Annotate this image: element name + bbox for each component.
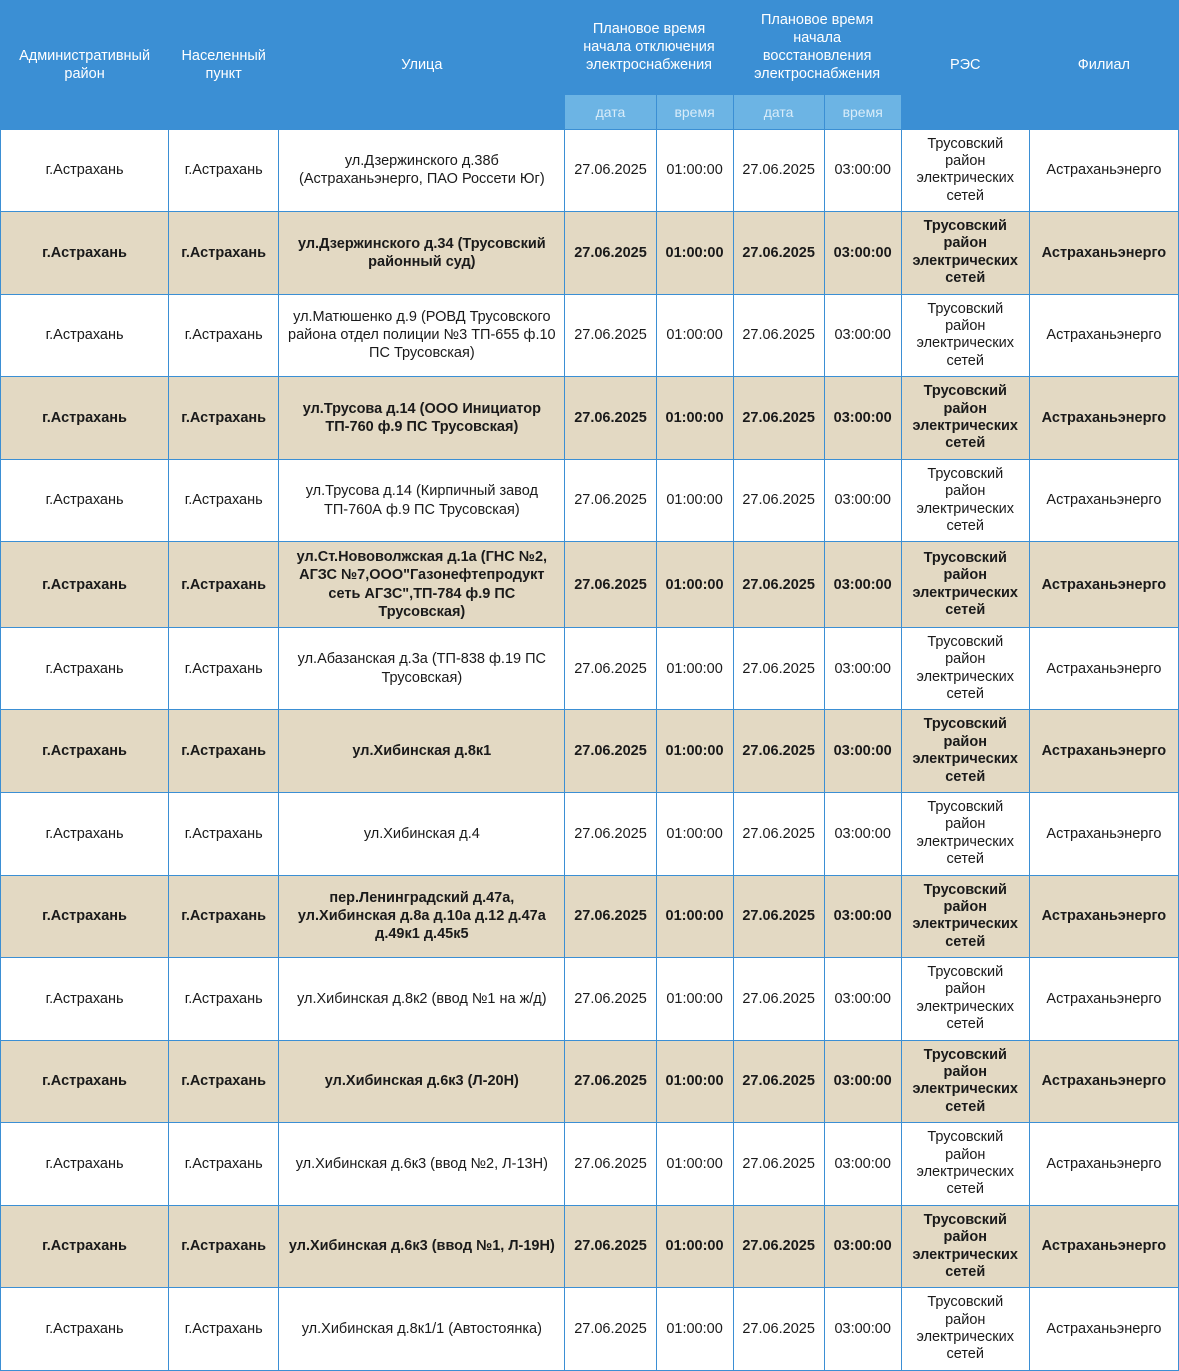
cell-district: г.Астрахань [1,212,169,295]
cell-outage-date: 27.06.2025 [565,1288,656,1371]
cell-street: ул.Хибинская д.8к1/1 (Автостоянка) [279,1288,565,1371]
cell-district: г.Астрахань [1,710,169,793]
cell-res: Трусовский район электрических сетей [901,875,1029,958]
cell-street: ул.Дзержинского д.34 (Трусовский районный суд) [279,212,565,295]
cell-outage-time: 01:00:00 [656,212,733,295]
cell-branch: Астраханьэнерго [1029,212,1178,295]
cell-res: Трусовский район электрических сетей [901,1205,1029,1288]
cell-restore-time: 03:00:00 [824,627,901,710]
cell-outage-date: 27.06.2025 [565,212,656,295]
cell-restore-date: 27.06.2025 [733,212,824,295]
table-row [1,1040,1179,1123]
cell-branch: Астраханьэнерго [1029,1205,1178,1288]
cell-outage-time: 01:00:00 [656,377,733,460]
cell-outage-date: 27.06.2025 [565,627,656,710]
column-header-restore-start: Плановое время начала восстановления электроснабжения [733,1,901,95]
cell-locality: г.Астрахань [169,710,279,793]
cell-locality: г.Астрахань [169,542,279,628]
cell-restore-date: 27.06.2025 [733,1205,824,1288]
cell-outage-date: 27.06.2025 [565,1040,656,1123]
cell-branch: Астраханьэнерго [1029,627,1178,710]
cell-outage-time: 01:00:00 [656,792,733,875]
cell-locality: г.Астрахань [169,294,279,377]
header-row-main [1,1,1179,95]
cell-locality: г.Астрахань [169,958,279,1041]
cell-res: Трусовский район электрических сетей [901,627,1029,710]
cell-restore-date: 27.06.2025 [733,792,824,875]
cell-outage-time: 01:00:00 [656,1123,733,1206]
cell-district: г.Астрахань [1,1040,169,1123]
cell-outage-date: 27.06.2025 [565,792,656,875]
cell-restore-date: 27.06.2025 [733,459,824,542]
cell-district: г.Астрахань [1,1288,169,1371]
table-row [1,1123,1179,1206]
cell-restore-date: 27.06.2025 [733,958,824,1041]
cell-street: ул.Хибинская д.8к1 [279,710,565,793]
cell-res: Трусовский район электрических сетей [901,129,1029,212]
cell-street: ул.Трусова д.14 (Кирпичный завод ТП-760А ф.9 ПС Трусовская) [279,459,565,542]
cell-restore-date: 27.06.2025 [733,1123,824,1206]
cell-restore-time: 03:00:00 [824,792,901,875]
cell-district: г.Астрахань [1,377,169,460]
cell-restore-time: 03:00:00 [824,1123,901,1206]
cell-branch: Астраханьэнерго [1029,1123,1178,1206]
cell-outage-date: 27.06.2025 [565,875,656,958]
cell-branch: Астраханьэнерго [1029,958,1178,1041]
column-header-branch: Филиал [1029,1,1178,130]
cell-locality: г.Астрахань [169,1040,279,1123]
table-row [1,958,1179,1041]
cell-outage-time: 01:00:00 [656,129,733,212]
table-row [1,875,1179,958]
column-header-locality: Населенный пункт [169,1,279,130]
column-header-res: РЭС [901,1,1029,130]
table-row [1,459,1179,542]
cell-outage-time: 01:00:00 [656,294,733,377]
cell-restore-date: 27.06.2025 [733,1040,824,1123]
cell-restore-date: 27.06.2025 [733,377,824,460]
column-header-outage-start: Плановое время начала отключения электроснабжения [565,1,733,95]
cell-outage-date: 27.06.2025 [565,1205,656,1288]
cell-district: г.Астрахань [1,875,169,958]
cell-street: ул.Ст.Нововолжская д.1а (ГНС №2, АГЗС №7,ООО"Газонефтепродукт сеть АГЗС",ТП-784 ф.9 ПС Трусовская) [279,542,565,628]
cell-locality: г.Астрахань [169,459,279,542]
table-header [1,1,1179,130]
cell-res: Трусовский район электрических сетей [901,459,1029,542]
cell-outage-date: 27.06.2025 [565,710,656,793]
cell-restore-time: 03:00:00 [824,710,901,793]
cell-outage-date: 27.06.2025 [565,542,656,628]
column-header-outage-date: дата [565,94,656,129]
cell-street: ул.Хибинская д.8к2 (ввод №1 на ж/д) [279,958,565,1041]
cell-branch: Астраханьэнерго [1029,377,1178,460]
cell-branch: Астраханьэнерго [1029,459,1178,542]
table-row [1,294,1179,377]
cell-outage-time: 01:00:00 [656,875,733,958]
cell-res: Трусовский район электрических сетей [901,958,1029,1041]
cell-locality: г.Астрахань [169,792,279,875]
cell-branch: Астраханьэнерго [1029,294,1178,377]
cell-district: г.Астрахань [1,1205,169,1288]
cell-restore-time: 03:00:00 [824,1288,901,1371]
cell-restore-time: 03:00:00 [824,875,901,958]
cell-outage-date: 27.06.2025 [565,1123,656,1206]
table-body [1,129,1179,1370]
cell-street: ул.Абазанская д.3а (ТП-838 ф.19 ПС Трусовская) [279,627,565,710]
cell-district: г.Астрахань [1,627,169,710]
column-header-restore-time: время [824,94,901,129]
cell-res: Трусовский район электрических сетей [901,542,1029,628]
cell-restore-time: 03:00:00 [824,542,901,628]
cell-res: Трусовский район электрических сетей [901,377,1029,460]
column-header-street: Улица [279,1,565,130]
column-header-district: Административный район [1,1,169,130]
cell-district: г.Астрахань [1,129,169,212]
cell-locality: г.Астрахань [169,627,279,710]
cell-branch: Астраханьэнерго [1029,1288,1178,1371]
table-row [1,212,1179,295]
cell-res: Трусовский район электрических сетей [901,1040,1029,1123]
cell-res: Трусовский район электрических сетей [901,212,1029,295]
cell-outage-time: 01:00:00 [656,958,733,1041]
cell-res: Трусовский район электрических сетей [901,294,1029,377]
cell-branch: Астраханьэнерго [1029,542,1178,628]
table-row [1,542,1179,628]
table-row [1,1288,1179,1371]
cell-street: пер.Ленинградский д.47а, ул.Хибинская д.8а д.10а д.12 д.47а д.49к1 д.45к5 [279,875,565,958]
cell-restore-time: 03:00:00 [824,294,901,377]
cell-outage-time: 01:00:00 [656,627,733,710]
cell-district: г.Астрахань [1,1123,169,1206]
cell-street: ул.Хибинская д.6к3 (ввод №2, Л-13Н) [279,1123,565,1206]
cell-restore-time: 03:00:00 [824,212,901,295]
cell-branch: Астраханьэнерго [1029,875,1178,958]
cell-outage-time: 01:00:00 [656,1205,733,1288]
cell-outage-date: 27.06.2025 [565,459,656,542]
cell-outage-date: 27.06.2025 [565,958,656,1041]
table-row [1,710,1179,793]
cell-restore-time: 03:00:00 [824,459,901,542]
cell-restore-time: 03:00:00 [824,958,901,1041]
cell-res: Трусовский район электрических сетей [901,1123,1029,1206]
cell-restore-date: 27.06.2025 [733,710,824,793]
cell-outage-date: 27.06.2025 [565,377,656,460]
cell-res: Трусовский район электрических сетей [901,710,1029,793]
cell-restore-date: 27.06.2025 [733,294,824,377]
cell-branch: Астраханьэнерго [1029,1040,1178,1123]
cell-outage-time: 01:00:00 [656,710,733,793]
cell-district: г.Астрахань [1,542,169,628]
cell-outage-time: 01:00:00 [656,542,733,628]
cell-outage-time: 01:00:00 [656,459,733,542]
cell-outage-time: 01:00:00 [656,1040,733,1123]
cell-restore-date: 27.06.2025 [733,129,824,212]
table-row [1,627,1179,710]
cell-locality: г.Астрахань [169,1288,279,1371]
table-row [1,1205,1179,1288]
cell-street: ул.Хибинская д.6к3 (ввод №1, Л-19Н) [279,1205,565,1288]
cell-street: ул.Дзержинского д.38б (Астраханьэнерго, ПАО Россети Юг) [279,129,565,212]
cell-restore-time: 03:00:00 [824,1040,901,1123]
cell-locality: г.Астрахань [169,212,279,295]
column-header-outage-time: время [656,94,733,129]
cell-restore-date: 27.06.2025 [733,875,824,958]
cell-branch: Астраханьэнерго [1029,792,1178,875]
cell-outage-date: 27.06.2025 [565,294,656,377]
cell-res: Трусовский район электрических сетей [901,1288,1029,1371]
cell-restore-time: 03:00:00 [824,129,901,212]
cell-locality: г.Астрахань [169,377,279,460]
cell-restore-time: 03:00:00 [824,1205,901,1288]
cell-street: ул.Матюшенко д.9 (РОВД Трусовского района отдел полиции №3 ТП-655 ф.10 ПС Трусовская) [279,294,565,377]
cell-locality: г.Астрахань [169,875,279,958]
cell-locality: г.Астрахань [169,1205,279,1288]
cell-district: г.Астрахань [1,792,169,875]
cell-branch: Астраханьэнерго [1029,710,1178,793]
cell-restore-date: 27.06.2025 [733,627,824,710]
cell-street: ул.Хибинская д.6к3 (Л-20Н) [279,1040,565,1123]
cell-district: г.Астрахань [1,294,169,377]
cell-street: ул.Хибинская д.4 [279,792,565,875]
cell-locality: г.Астрахань [169,129,279,212]
table-row [1,792,1179,875]
cell-outage-time: 01:00:00 [656,1288,733,1371]
cell-restore-date: 27.06.2025 [733,542,824,628]
cell-district: г.Астрахань [1,459,169,542]
table-row [1,377,1179,460]
cell-street: ул.Трусова д.14 (ООО Инициатор ТП-760 ф.9 ПС Трусовская) [279,377,565,460]
cell-branch: Астраханьэнерго [1029,129,1178,212]
column-header-restore-date: дата [733,94,824,129]
cell-restore-date: 27.06.2025 [733,1288,824,1371]
table-row [1,129,1179,212]
cell-locality: г.Астрахань [169,1123,279,1206]
cell-district: г.Астрахань [1,958,169,1041]
cell-res: Трусовский район электрических сетей [901,792,1029,875]
cell-restore-time: 03:00:00 [824,377,901,460]
cell-outage-date: 27.06.2025 [565,129,656,212]
